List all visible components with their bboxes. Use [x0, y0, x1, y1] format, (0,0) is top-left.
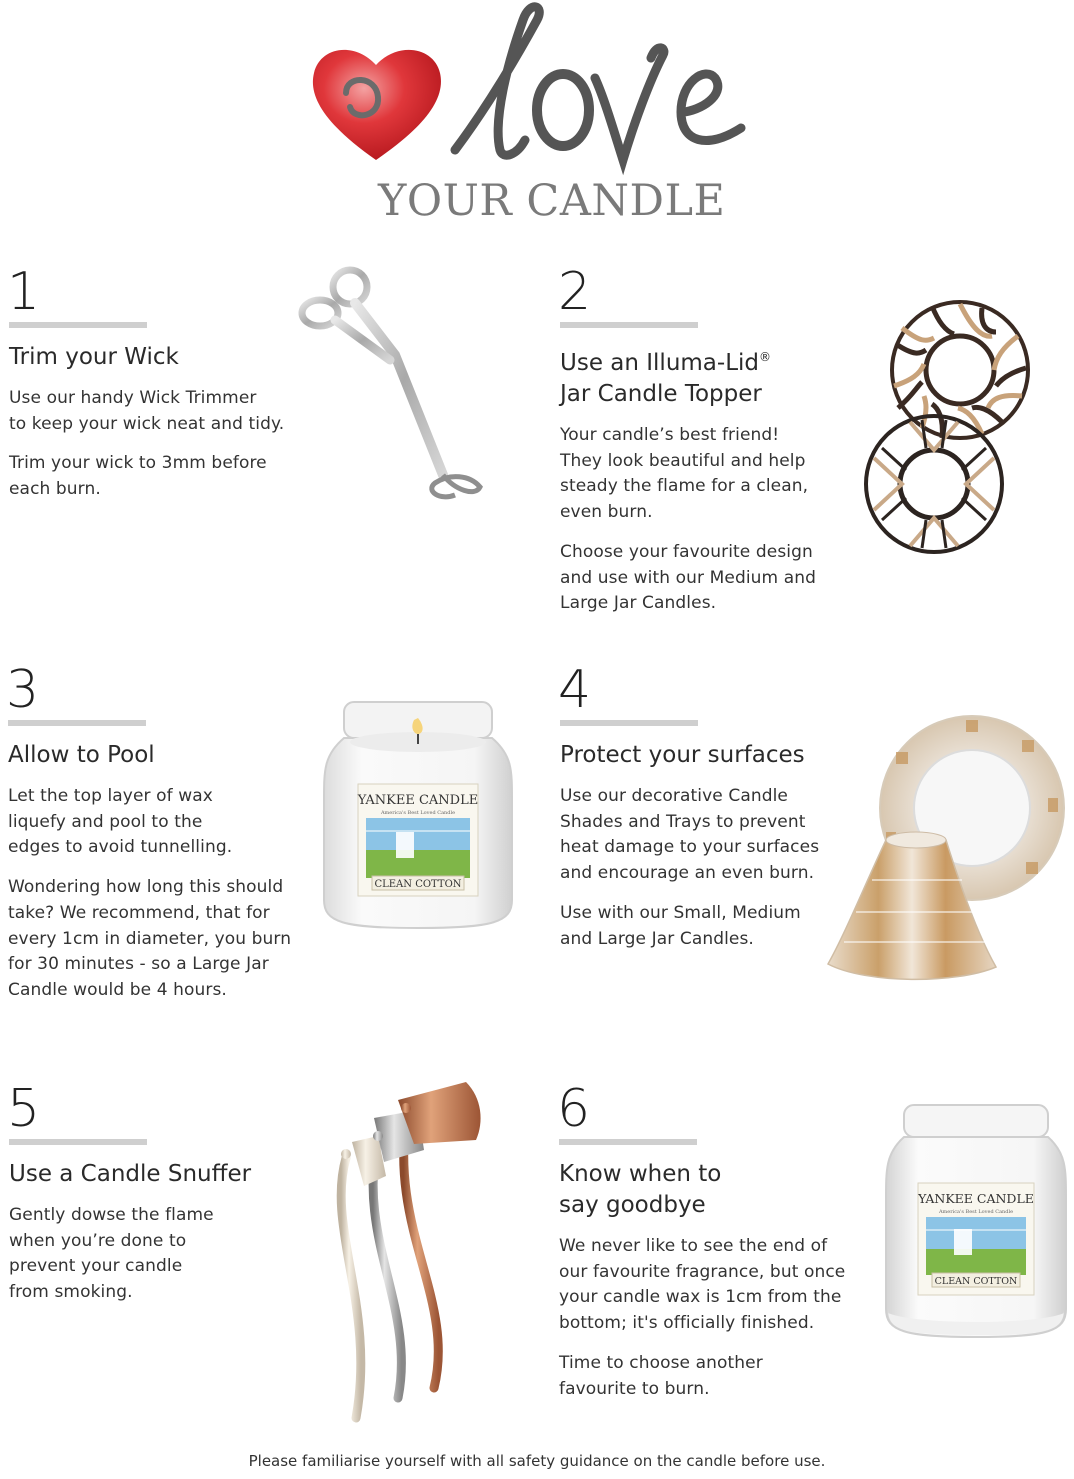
jar-tagline-text: America's Best Loved Candle: [938, 1209, 1014, 1215]
step-title: Trim your Wick: [9, 344, 179, 370]
jar-candle-lit-image: [322, 700, 514, 930]
step-divider: [9, 322, 147, 328]
step-divider: [560, 322, 698, 328]
step-paragraph: Trim your wick to 3mm before each burn.: [9, 453, 267, 500]
step-number: 2: [558, 262, 592, 322]
candle-snuffers-image: [316, 1078, 486, 1423]
step-title-line: Jar Candle Topper: [560, 381, 762, 407]
step-number: 5: [7, 1079, 41, 1139]
jar-tagline-text: America's Best Loved Candle: [380, 810, 456, 816]
step-number: 1: [7, 262, 41, 322]
candle-shade-and-tray-image: [826, 712, 1072, 984]
step-4: [558, 660, 860, 952]
step-divider: [8, 720, 146, 726]
step-paragraph: Let the top layer of wax liquefy and pool to the edges to avoid tunnelling.: [8, 786, 233, 858]
step-title: Protect your surfaces: [560, 742, 805, 768]
logo-subtitle: YOUR CANDLE: [378, 176, 726, 226]
safety-footer-note: Please familiarise yourself with all safety guidance on the candle before use.: [248, 1452, 826, 1470]
jar-brand-text: YANKEE CANDLE: [357, 793, 479, 808]
illuma-lid-toppers-image: [862, 298, 1037, 558]
step-5: [7, 1079, 309, 1306]
step-paragraph: Choose your favourite design and use with our Medium and Large Jar Candles.: [560, 541, 816, 614]
heart-logo-icon: [306, 35, 446, 165]
step-number: 4: [558, 660, 592, 720]
jar-scent-text: CLEAN COTTON: [934, 1276, 1018, 1287]
step-paragraph: Gently dowse the flame when you’re done to prevent your candle from smoking.: [9, 1205, 214, 1303]
step-paragraph: Wondering how long this should take? We recommend, that for every 1cm in diameter, you burn for 30 minutes - so a Large Jar Candle would be 4 hours.: [8, 877, 292, 1000]
registered-mark: ®: [759, 350, 772, 364]
jar-scent-text: CLEAN COTTON: [374, 879, 462, 890]
step-number: 3: [6, 660, 40, 720]
step-title-line: Use an Illuma-Lid: [560, 350, 760, 376]
wick-trimmer-image: [295, 265, 490, 510]
step-paragraph: Use our handy Wick Trimmer to keep your wick neat and tidy.: [9, 388, 285, 434]
step-paragraph: Use with our Small, Medium and Large Jar Candles.: [560, 902, 801, 949]
step-6: [557, 1079, 869, 1402]
step-title: Know when to say goodbye: [559, 1161, 722, 1218]
step-number: 6: [557, 1079, 591, 1139]
empty-jar-candle-image: [884, 1103, 1068, 1339]
step-2: [558, 262, 860, 617]
step-3: [6, 660, 318, 1004]
step-paragraph: Your candle’s best friend! They look beautiful and help steady the flame for a clean, even burn.: [560, 425, 809, 523]
step-divider: [559, 1139, 697, 1145]
step-paragraph: Time to choose another favourite to burn.: [559, 1352, 763, 1399]
step-divider: [560, 720, 698, 726]
step-title: Use a Candle Snuffer: [9, 1161, 252, 1187]
step-paragraph: Use our decorative Candle Shades and Trays to prevent heat damage to your surfaces and encourage an even burn.: [560, 786, 820, 884]
jar-brand-text: YANKEE CANDLE: [918, 1191, 1034, 1206]
love-script-wordmark: [445, 0, 765, 180]
step-title: [560, 342, 860, 410]
step-paragraph: We never like to see the end of our favourite fragrance, but once your candle wax is 1cm from the bottom; it's officially finished.: [559, 1236, 846, 1334]
step-divider: [9, 1139, 147, 1145]
step-title: Allow to Pool: [8, 742, 155, 768]
